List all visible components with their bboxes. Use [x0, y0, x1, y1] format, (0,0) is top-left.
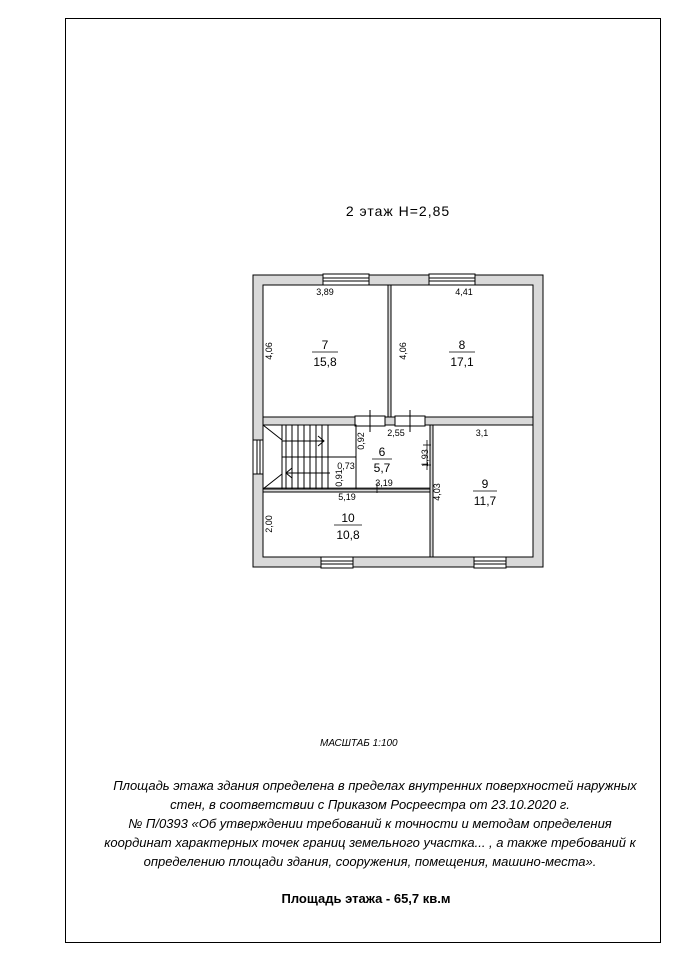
note-line-3: № П/0393 «Об утверждении требований к точности и методам определения: [128, 816, 612, 831]
dim-stair-gap: 0,73: [337, 461, 355, 471]
window-bottom-right: [474, 557, 506, 568]
room-8-area: 17,1: [450, 355, 474, 369]
dim-r6-width: 2,55: [387, 428, 405, 438]
dim-r7-height: 4,06: [264, 342, 274, 360]
room-9-area: 11,7: [473, 494, 497, 508]
area-note: [70, 776, 670, 871]
dim-r9-height: 4,03: [432, 483, 442, 501]
scale-label: МАСШТАБ 1:100: [320, 738, 398, 749]
window-bottom-left: [321, 557, 353, 568]
note-line-2: стен, в соответствии с Приказом Росреестра от 23.10.2020 г.: [170, 797, 570, 812]
note-line-4: координат характерных точек границ земельного участка... , а также требований к: [104, 835, 636, 850]
note-line-5: определению площади здания, сооружения, помещения, машино-места».: [143, 854, 597, 869]
room-8-number: 8: [458, 338, 466, 352]
window-top-left: [323, 274, 369, 285]
room-7-number: 7: [321, 338, 329, 352]
dim-r10-width: 5,19: [338, 492, 356, 502]
dim-r9-width: 3,1: [475, 428, 489, 438]
room-6-area: 5,7: [373, 461, 391, 475]
room-10-number: 10: [341, 511, 355, 525]
note-line-1: Площадь этажа здания определена в пределах внутренних поверхностей наружных: [113, 778, 637, 793]
room-6-number: 6: [378, 445, 386, 459]
floor-title: 2 этаж H=2,85: [345, 203, 451, 219]
dim-r8-height: 4,06: [398, 342, 408, 360]
dim-r10-height: 2,00: [264, 515, 274, 533]
room-9-number: 9: [481, 477, 489, 491]
dim-r6-depth: 0,92: [356, 432, 366, 450]
room-7-area: 15,8: [313, 355, 337, 369]
dim-r8-width: 4,41: [455, 287, 473, 297]
dim-r6-side: 1,93: [420, 449, 430, 467]
room-10-area: 10,8: [336, 528, 360, 542]
window-left: [253, 440, 263, 474]
window-top-right: [429, 274, 475, 285]
dim-r6-bottom: 3,19: [375, 478, 393, 488]
dim-r7-width: 3,89: [316, 287, 334, 297]
total-area: Площадь этажа - 65,7 кв.м: [281, 891, 451, 906]
dim-stair-landing: 0,91: [334, 469, 344, 487]
